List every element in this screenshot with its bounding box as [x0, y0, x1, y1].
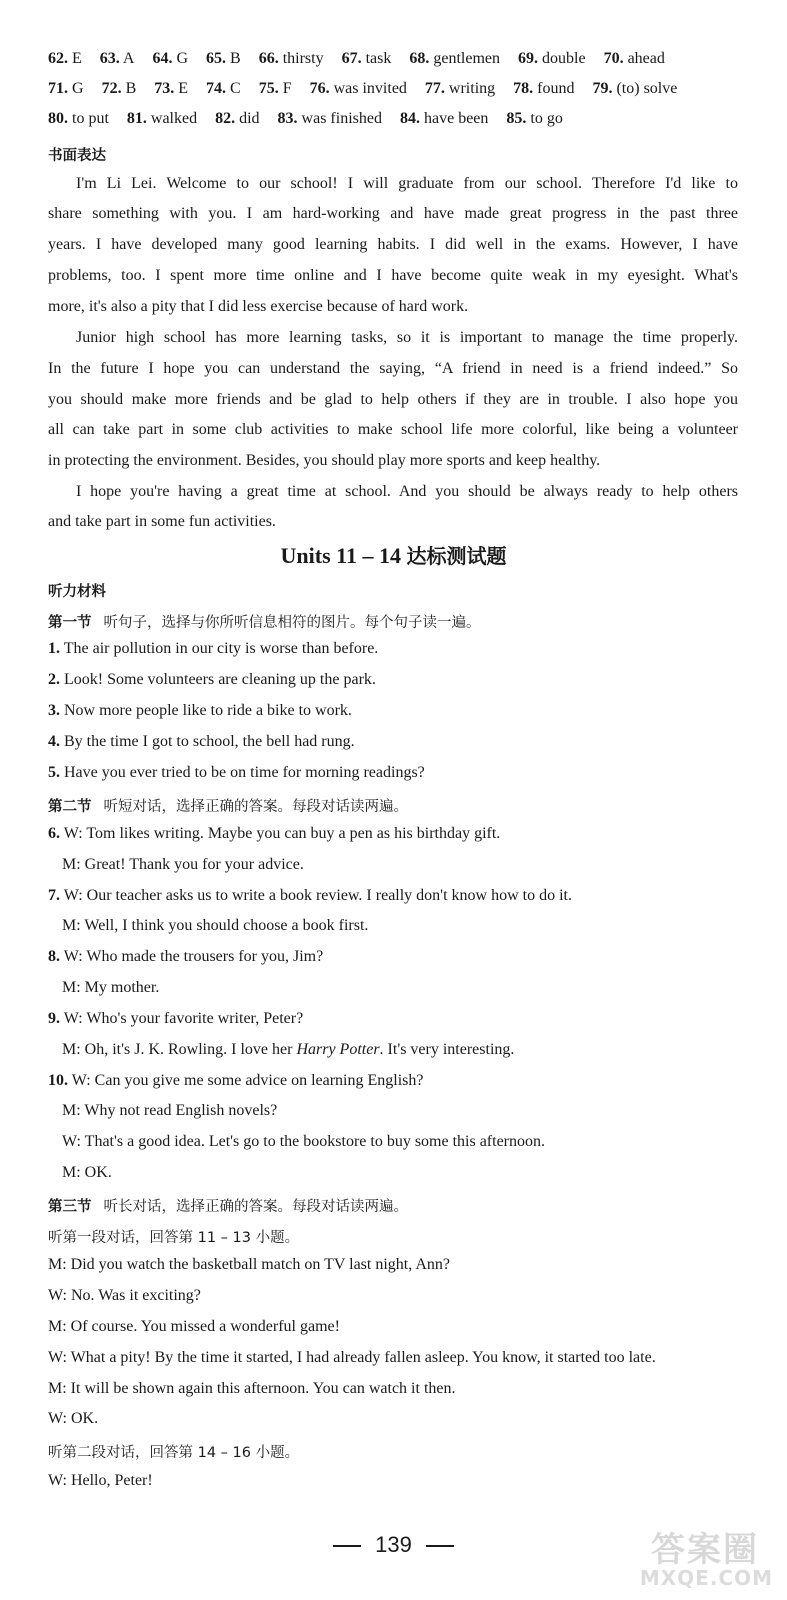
- dialog-line: M: It will be shown again this afternoon. You can watch it then.: [48, 1380, 456, 1397]
- answer-item: 83. was finished: [277, 110, 382, 127]
- listening-item: 2. Look! Some volunteers are cleaning up the park.: [48, 671, 376, 688]
- writing-line: I'm Li Lei. Welcome to our school! I will graduate from our school. Therefore I'd like to: [76, 175, 738, 192]
- writing-line: problems, too. I spent more time online and I have become quite weak in my eyesight. What's: [48, 267, 738, 284]
- writing-line: more, it's also a pity that I did less exercise because of hard work.: [48, 298, 469, 315]
- writing-line: Junior high school has more learning tasks, so it is important to manage the time properly.: [76, 329, 738, 346]
- listening-item: 4. By the time I got to school, the bell had rung.: [48, 733, 355, 750]
- answer-item: 70. ahead: [603, 50, 665, 67]
- answer-item: 66. thirsty: [258, 50, 324, 67]
- section-2-heading: 第二节 听短对话，选择正确的答案。每段对话读两遍。: [48, 799, 408, 815]
- answer-item: 78. found: [513, 80, 575, 97]
- listening-item: 5. Have you ever tried to be on time for morning readings?: [48, 764, 425, 781]
- dialog-line: 6. W: Tom likes writing. Maybe you can buy a pen as his birthday gift.: [48, 825, 501, 842]
- dialog-line: 9. W: Who's your favorite writer, Peter?: [48, 1010, 304, 1027]
- answer-item: 72. B: [101, 80, 137, 97]
- writing-line: all can take part in some club activities to make school life more colorful, like being a volunteer: [48, 421, 738, 438]
- answer-item: 69. double: [518, 50, 586, 67]
- listening-heading: 听力材料: [48, 584, 106, 600]
- answer-row-2: [48, 80, 691, 104]
- answer-item: 71. G: [48, 80, 84, 97]
- dialog-line: W: Hello, Peter!: [48, 1472, 153, 1489]
- answer-item: 77. writing: [424, 80, 496, 97]
- answer-item: 85. to go: [506, 110, 563, 127]
- answer-row-3: [48, 110, 577, 134]
- unit-title-en: Units 11 – 14: [280, 543, 401, 568]
- dialog-1-intro: 听第一段对话，回答第 11 – 13 小题。: [48, 1230, 300, 1246]
- dialog-line: M: Oh, it's J. K. Rowling. I love her Harry Potter. It's very interesting.: [62, 1041, 515, 1058]
- answer-item: 75. F: [258, 80, 292, 97]
- dialog-line: W: That's a good idea. Let's go to the bookstore to buy some this afternoon.: [62, 1133, 546, 1150]
- dialog-2-intro: 听第二段对话，回答第 14 – 16 小题。: [48, 1445, 300, 1461]
- dialog-line: 8. W: Who made the trousers for you, Jim?: [48, 948, 324, 965]
- answer-item: 81. walked: [126, 110, 198, 127]
- answer-item: 74. C: [206, 80, 241, 97]
- writing-line: I hope you're having a great time at school. And you should be always ready to help others: [76, 483, 738, 500]
- listening-item: 1. The air pollution in our city is worse than before.: [48, 640, 379, 657]
- writing-line: and take part in some fun activities.: [48, 513, 276, 530]
- writing-line: In the future I hope you can understand the saying, “A friend in need is a friend indeed.” So: [48, 360, 738, 377]
- writing-line: years. I have developed many good learning habits. I did well in the exams. However, I have: [48, 236, 738, 253]
- answer-item: 82. did: [215, 110, 260, 127]
- answer-item: 63. A: [99, 50, 135, 67]
- section-1-heading: 第一节 听句子，选择与你所听信息相符的图片。每个句子读一遍。: [48, 615, 481, 631]
- writing-line: you should make more friends and be glad to help others if they are in trouble. I also hope you: [48, 391, 738, 408]
- answer-item: 68. gentlemen: [409, 50, 501, 67]
- listening-item: 3. Now more people like to ride a bike to work.: [48, 702, 352, 719]
- dialog-line: M: OK.: [62, 1164, 112, 1181]
- dialog-line: W: What a pity! By the time it started, I had already fallen asleep. You know, it started too late.: [48, 1349, 656, 1366]
- dialog-line: M: My mother.: [62, 979, 160, 996]
- dialog-line: M: Great! Thank you for your advice.: [62, 856, 304, 873]
- writing-line: share something with you. I am hard-working and have made great progress in the past three: [48, 205, 738, 222]
- watermark-en: MXQE.COM: [639, 1566, 773, 1590]
- dialog-line: M: Well, I think you should choose a book first.: [62, 917, 369, 934]
- writing-line: in protecting the environment. Besides, you should play more sports and keep healthy.: [48, 452, 601, 469]
- dialog-line: M: Did you watch the basketball match on TV last night, Ann?: [48, 1256, 451, 1273]
- unit-title: [0, 540, 787, 569]
- watermark-cn: 答案圈: [651, 1530, 759, 1570]
- dialog-line: 10. W: Can you give me some advice on learning English?: [48, 1072, 424, 1089]
- book-title: Harry Potter: [296, 1041, 380, 1058]
- dialog-line: W: No. Was it exciting?: [48, 1287, 201, 1304]
- answer-item: 65. B: [206, 50, 241, 67]
- answer-row-1: [48, 50, 679, 74]
- page-number: 139: [0, 1532, 787, 1558]
- dialog-line: W: OK.: [48, 1410, 99, 1427]
- section-3-heading: 第三节 听长对话，选择正确的答案。每段对话读两遍。: [48, 1199, 408, 1215]
- answer-item: 79. (to) solve: [592, 80, 678, 97]
- answer-item: 84. have been: [399, 110, 489, 127]
- answer-item: 67. task: [341, 50, 392, 67]
- answer-item: 62. E: [48, 50, 82, 67]
- watermark-logo: [567, 1522, 777, 1592]
- page-dash-right: [426, 1545, 454, 1547]
- answer-item: 76. was invited: [309, 80, 407, 97]
- dialog-line: 7. W: Our teacher asks us to write a book review. I really don't know how to do it.: [48, 887, 572, 904]
- unit-title-cn: 达标测试题: [406, 544, 507, 568]
- answer-item: 64. G: [152, 50, 189, 67]
- dialog-line: M: Of course. You missed a wonderful game!: [48, 1318, 340, 1335]
- page-dash-left: [333, 1545, 361, 1547]
- answer-item: 80. to put: [48, 110, 109, 127]
- dialog-line: M: Why not read English novels?: [62, 1102, 278, 1119]
- writing-heading: 书面表达: [48, 148, 106, 164]
- answer-item: 73. E: [154, 80, 189, 97]
